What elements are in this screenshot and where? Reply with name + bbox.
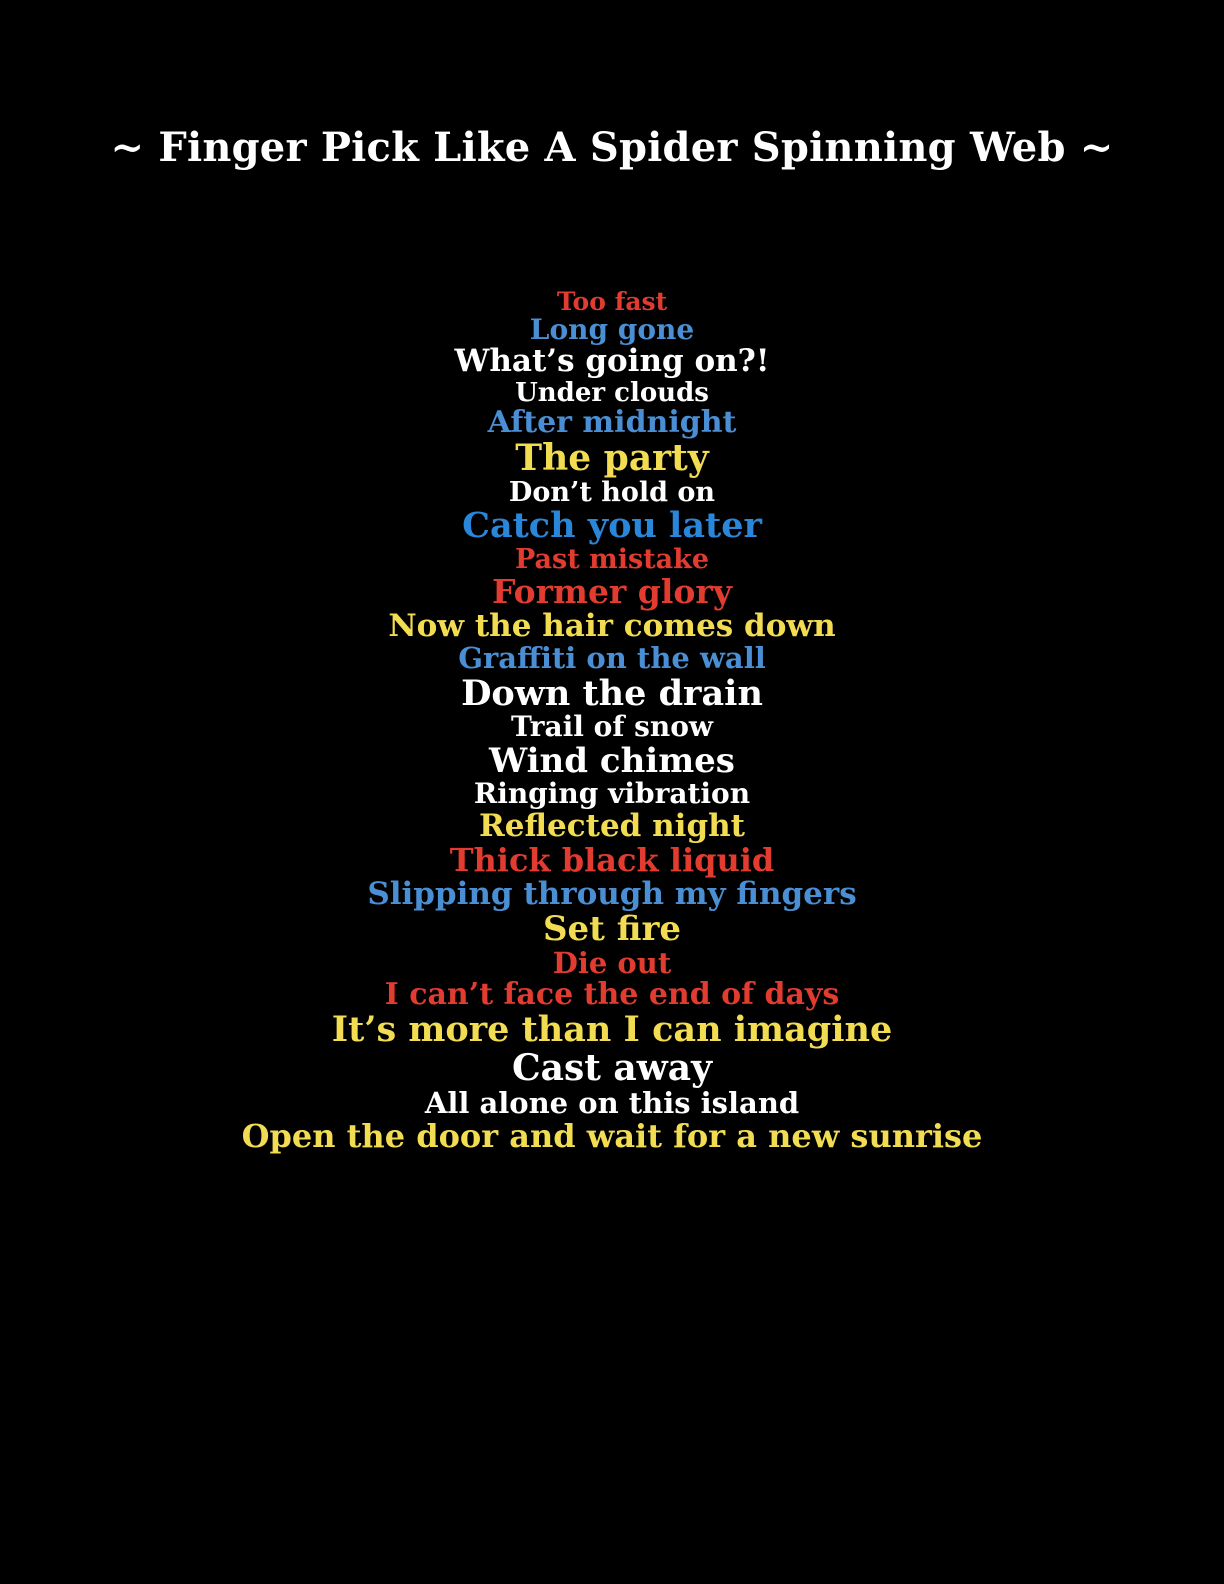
poem-line: Cast away xyxy=(512,1047,712,1090)
poem-line: Die out xyxy=(552,945,672,980)
poem-line: Down the drain xyxy=(461,672,763,714)
poem-line: The party xyxy=(515,437,709,480)
page-title: ~ Finger Pick Like A Spider Spinning Web ~ xyxy=(110,124,1114,171)
poem-line: Wind chimes xyxy=(489,740,735,781)
poem-line: Don’t hold on xyxy=(508,477,716,509)
poem-line: Thick black liquid xyxy=(449,841,775,880)
poem-line: Under clouds xyxy=(515,377,709,408)
poem-body xyxy=(0,288,1224,1154)
poem-line: Now the hair comes down xyxy=(388,607,836,644)
poem-line: Past mistake xyxy=(514,544,710,575)
poem-line: It’s more than I can imagine xyxy=(331,1009,893,1051)
poem-line: All alone on this island xyxy=(424,1086,800,1121)
poem-line: I can’t face the end of days xyxy=(384,977,840,1013)
poem-line: After midnight xyxy=(487,404,737,440)
poem-line: Too fast xyxy=(556,287,668,316)
poem-line: What’s going on?! xyxy=(454,343,770,380)
poem-line: Graffiti on the wall xyxy=(458,641,766,676)
poem-line: Set fire xyxy=(543,909,681,950)
poem-line: Ringing vibration xyxy=(473,777,751,811)
poem-line: Reflected night xyxy=(479,807,745,844)
poem-line: Long gone xyxy=(529,313,695,346)
poem-line: Catch you later xyxy=(462,505,762,547)
poem-line: Slipping through my fingers xyxy=(367,875,857,912)
poem-line: Former glory xyxy=(492,572,732,612)
poem-line: Trail of snow xyxy=(510,710,714,744)
poem-line: Open the door and wait for a new sunrise xyxy=(241,1117,983,1156)
